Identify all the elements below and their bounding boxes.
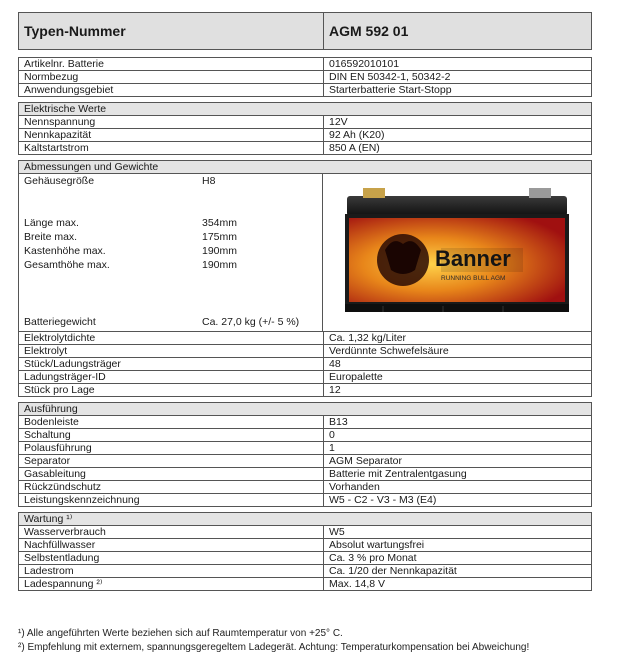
row-label: Normbezug xyxy=(19,71,324,83)
row-label: Bodenleiste xyxy=(19,416,324,428)
table-row xyxy=(19,455,591,468)
row-value: Batterie mit Zentralentgasung xyxy=(329,468,467,480)
row-label: Artikelnr. Batterie xyxy=(19,58,324,70)
table-row xyxy=(19,116,591,129)
row-value: W5 xyxy=(329,526,345,538)
row-label: Nachfüllwasser xyxy=(19,539,324,551)
table-row xyxy=(19,384,591,396)
row-label: Anwendungsgebiet xyxy=(19,84,324,96)
table-row xyxy=(19,578,591,590)
row-value: Europalette xyxy=(329,371,383,383)
execution-table xyxy=(18,402,592,507)
table-row xyxy=(19,129,591,142)
row-value: Max. 14,8 V xyxy=(329,578,386,590)
row-value: Vorhanden xyxy=(329,481,380,493)
dimensions-values xyxy=(19,174,323,331)
table-row xyxy=(19,468,591,481)
row-value: Ca. 1/20 der Nennkapazität xyxy=(329,565,457,577)
section-title: Elektrische Werte xyxy=(19,103,591,116)
battery-illustration xyxy=(323,174,591,331)
datasheet xyxy=(18,12,592,591)
dimensions-block xyxy=(19,174,591,332)
row-value: Starterbatterie Start-Stopp xyxy=(329,84,452,96)
row-label: Leistungskennzeichnung xyxy=(19,494,324,506)
table-row xyxy=(19,552,591,565)
general-table xyxy=(18,57,592,97)
row-label: Nennkapazität xyxy=(19,129,324,141)
table-row xyxy=(19,71,591,84)
row-label: Elektrolytdichte xyxy=(19,332,324,344)
row-value: DIN EN 50342-1, 50342-2 xyxy=(329,71,451,83)
row-value: W5 - C2 - V3 - M3 (E4) xyxy=(329,494,437,506)
footnote-2: ²) Empfehlung mit externem, spannungsgeregeltem Ladegerät. Achtung: Temperaturkompensation bei Abweichung! xyxy=(18,642,530,653)
row-value: 48 xyxy=(329,358,341,370)
section-title: Ausführung xyxy=(19,403,591,416)
row-value: Ca. 3 % pro Monat xyxy=(329,552,417,564)
table-row xyxy=(19,142,591,154)
box-height-label: Kastenhöhe max. xyxy=(24,245,106,257)
row-label: Wasserverbrauch xyxy=(19,526,324,538)
box-height-value: 190mm xyxy=(202,245,238,257)
dimensions-table xyxy=(18,160,592,397)
row-label: Ladespannung ²⁾ xyxy=(19,578,324,590)
housing-value: H8 xyxy=(202,175,216,187)
row-value: 12 xyxy=(329,384,341,396)
row-value: 850 A (EN) xyxy=(329,142,380,154)
battery-subtitle: RUNNING BULL AGM xyxy=(441,275,506,282)
weight-label: Batteriegewicht xyxy=(24,316,96,328)
row-value: AGM Separator xyxy=(329,455,402,467)
weight-value: Ca. 27,0 kg (+/- 5 %) xyxy=(202,316,300,328)
type-value: AGM 592 01 xyxy=(329,23,409,39)
row-label: Separator xyxy=(19,455,324,467)
row-label: Elektrolyt xyxy=(19,345,324,357)
electrical-table xyxy=(18,102,592,155)
section-title: Abmessungen und Gewichte xyxy=(19,161,591,174)
table-row xyxy=(19,526,591,539)
row-label: Schaltung xyxy=(19,429,324,441)
battery-brand: Banner xyxy=(435,246,511,271)
table-row xyxy=(19,494,591,506)
housing-label: Gehäusegröße xyxy=(24,175,95,187)
section-title: Wartung ¹⁾ xyxy=(19,513,591,526)
row-value: 12V xyxy=(329,116,348,128)
table-row xyxy=(19,442,591,455)
row-label: Ladungsträger-ID xyxy=(19,371,324,383)
row-label: Gasableitung xyxy=(19,468,324,480)
type-label: Typen-Nummer xyxy=(19,13,324,49)
table-row xyxy=(19,416,591,429)
row-label: Stück/Ladungsträger xyxy=(19,358,324,370)
footnote-1: ¹) Alle angeführten Werte beziehen sich auf Raumtemperatur von +25° C. xyxy=(18,628,343,639)
row-value: Verdünnte Schwefelsäure xyxy=(329,345,449,357)
row-value: 92 Ah (K20) xyxy=(329,129,385,141)
row-label: Kaltstartstrom xyxy=(19,142,324,154)
length-value: 354mm xyxy=(202,217,238,229)
table-row xyxy=(19,539,591,552)
battery-image xyxy=(323,174,591,331)
length-label: Länge max. xyxy=(24,217,79,229)
row-label: Rückzündschutz xyxy=(19,481,324,493)
table-row xyxy=(19,332,591,345)
row-value: 016592010101 xyxy=(329,58,400,70)
table-row xyxy=(19,58,591,71)
row-value: Absolut wartungsfrei xyxy=(329,539,425,551)
width-value: 175mm xyxy=(202,231,238,243)
row-value: Ca. 1,32 kg/Liter xyxy=(329,332,407,344)
row-label: Nennspannung xyxy=(19,116,324,128)
row-label: Polausführung xyxy=(19,442,324,454)
type-header xyxy=(18,12,592,50)
row-value: B13 xyxy=(329,416,348,428)
row-label: Selbstentladung xyxy=(19,552,324,564)
table-row xyxy=(19,358,591,371)
table-row xyxy=(19,481,591,494)
row-label: Ladestrom xyxy=(19,565,324,577)
row-value: 1 xyxy=(329,442,335,454)
table-row xyxy=(19,429,591,442)
width-label: Breite max. xyxy=(24,231,78,243)
total-height-value: 190mm xyxy=(202,259,238,271)
table-row xyxy=(19,345,591,358)
maintenance-table xyxy=(18,512,592,591)
total-height-label: Gesamthöhe max. xyxy=(24,259,110,271)
table-row xyxy=(19,371,591,384)
row-label: Stück pro Lage xyxy=(19,384,324,396)
table-row xyxy=(19,565,591,578)
row-value: 0 xyxy=(329,429,335,441)
table-row xyxy=(19,84,591,96)
footnotes xyxy=(18,627,529,655)
